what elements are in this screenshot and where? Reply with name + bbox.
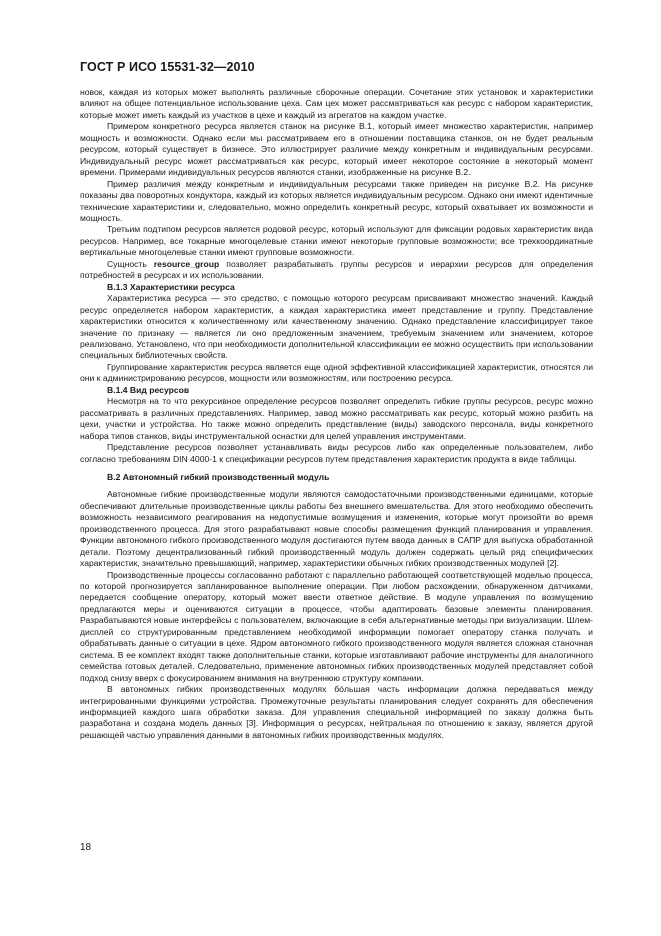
paragraph: В автономных гибких производственных модулях бóльшая часть информации должна передаваться между интегрированными функциями устройства. Промежуточные результаты планирования следует сохранять для обеспечения информацией каждого шага обработки заказа. Для управления специальной информацией по заказу должна быть разработана и создана модель данных [3]. Информация о ресурсах, нейтральная по отношению к заказу, является другой решающей частью управления данными в автономных гибких производственных модулях. xyxy=(80,684,593,740)
paragraph: Группирование характеристик ресурса является еще одной эффективной классификацией характеристик, относятся ли они к администрированию ресурсов, мощности или возможностям, или построению ресурса. xyxy=(80,361,593,384)
section-heading: В.1.4 Вид ресурсов xyxy=(107,384,190,395)
paragraph: Несмотря на то что рекурсивное определение ресурсов позволяет определить гибкие группы ресурсов, ресурс можно рассматривать в различных представлениях. Например, завод можно рассматривать как ресурс, который можно разбить на цехи, участки и устройства. Но также можно определить представление (виды) заводского персонала, виды конкретного набора типов станков, виды инструментальной оснастки для целей управления инструментами. xyxy=(80,396,593,441)
paragraph: Пример различия между конкретным и индивидуальным ресурсами также приведен на рисунке В.2. На рисунке показаны два поворотных кондуктора, каждый из которых является индивидуальным ресурсом. Однако они имеют идентичные технические характеристики и, следовательно, можно определить конкретный ресурс, который охватывает их возможности и мощность. xyxy=(80,178,593,223)
paragraph: Автономные гибкие производственные модули являются самодостаточными производственными единицами, которые обеспечивают длительные производственные циклы работы без внешнего вмешательства. Для этого необходимо обеспечить возможность независимого реагирования на недопустимые возмущения и изменения, которые могут произойти во время производственного процесса. Для этого разрабатывают новые способы размещения функций планирования и управления. Функции автономного гибкого производственного модуля достигаются путем ввода данных в САПР для выпуска обработанной детали. Поэтому децентрализованный гибкий производственный модуль должен содержать целый ряд специфических характеристик, значительно превышающий, например, характеристики обычных гибких производственных модулей [2]. xyxy=(80,489,593,569)
paragraph xyxy=(80,259,593,282)
paragraph: Характеристика ресурса — это средство, с помощью которого ресурсам присваивают множество значений. Каждый ресурс определяется набором характеристик, а каждая характеристика имеет представление и группу. Представление характеристики относится к количественному или качественному значению. Однако представление классифицирует такое значение по признаку — является ли оно предложенным значением, требуемым значением или значением, которое реализовано. Установлено, что при необходимости дополнительной классификации ее можно осуществить при использовании специальных библиотечных свойств. xyxy=(80,293,593,361)
paragraph-text: Сущность xyxy=(107,258,154,269)
paragraph: Представление ресурсов позволяет устанавливать виды ресурсов либо как определенные пользователем, либо согласно требованиям DIN 4000-1 к спецификации ресурсов путем представления характеристик продукта в виде таблицы. xyxy=(80,442,593,464)
paragraph: Производственные процессы согласованно работают с параллельно работающей соответствующей моделью процесса, по которой прогнозируется запланированное выполнение операции. При любом расхождении, обнаруженном датчиками, передается сообщение оператору, который может ввести ответное действие. В модуле управления по возмущению предлагаются меры и оцениваются ситуации в процессе, чтобы адаптировать базовые элементы планирования. Разрабатываются новые интерфейсы с пользователем, включающие в себя альтернативные методы при визуализации. Шлем-дисплей со структурированным представлением необходимой информации помогает оператору станка получать и обрабатывать данные о ситуации в цехе. Ядром автономного гибкого производственного модуля является сложная станочная система. В ее комплект входят также дополнительные станки, которые изготавливают рабочие инструменты для аналогичного семейства готовых деталей. Следовательно, применение автономных гибких производственных модулей представляет собой подход снизу вверх с фокусированием внимания на внутреннюю структуру компании. xyxy=(80,569,593,683)
paragraph: Третьим подтипом ресурсов является родовой ресурс, который используют для фиксации родовых характеристик вида ресурсов. Например, все токарные многоцелевые станки имеют некоторые групповые возможности; все трехкоординатные вертикальные многоцелевые станки имеют групповые возможности. xyxy=(80,224,593,258)
entity-name: resource_group xyxy=(153,258,220,269)
section-heading: В.1.3 Характеристики ресурса xyxy=(107,281,235,292)
paragraph: Примером конкретного ресурса является станок на рисунке В.1, который имеет множество характеристик, например мощность и возможности. Однако если мы рассматриваем его в отношении поставщика станков, он не будет реальным ресурсом, который существует в бизнесе. Это иллюстрирует различие между конкретным и индивидуальным ресурсами. Индивидуальный ресурс может рассматриваться как ресурс, который имеет некоторое состояние в некоторый момент времени. Примерами индивидуальных ресурсов являются станки, изображенные на рисунке В.2. xyxy=(80,121,593,178)
standard-header: ГОСТ Р ИСО 15531-32—2010 xyxy=(80,60,255,74)
paragraph-text: позволяет разрабатывать группы ресурсов и иерархии ресурсов для определения потребностей в ресурсах и их использовании. xyxy=(80,258,593,281)
section-heading: В.2 Автономный гибкий производственный модуль xyxy=(107,471,330,482)
paragraph: новок, каждая из которых может выполнять различные сборочные операции. Сочетание этих установок и характеристики влияют на общее потенциальное использование цеха. Сам цех может рассматриваться как ресурс с набором характеристик, которые может иметь каждый из участков в цехе и каждый из агрегатов на каждом участке. xyxy=(80,87,593,120)
page-number: 18 xyxy=(80,842,92,853)
body-text xyxy=(80,87,593,741)
